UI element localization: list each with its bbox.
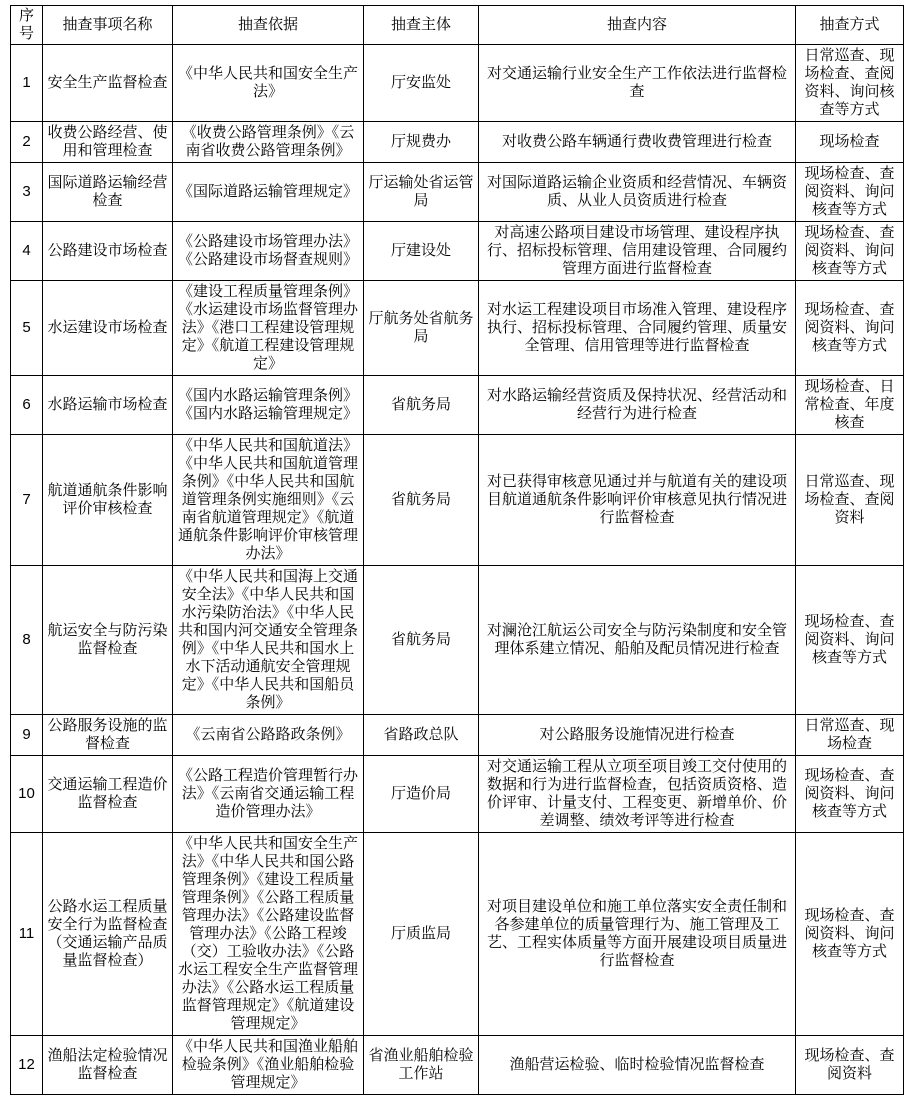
cell-name: 航道通航条件影响评价审核检查 <box>43 435 173 566</box>
cell-basis: 《中华人民共和国海上交通安全法》《中华人民共和国水污染防治法》《中华人民共和国内河交通安全管理条例》《中华人民共和国水上水下活动通航安全管理规定》《中华人民共和国船员条例》 <box>173 566 364 715</box>
table-row <box>11 122 904 163</box>
cell-subject: 厅建设处 <box>364 222 479 281</box>
cell-seq: 3 <box>11 163 43 222</box>
cell-content: 对澜沧江航运公司安全与防污染制度和安全管理体系建立情况、船舶及配员情况进行检查 <box>479 566 796 715</box>
cell-method: 日常巡查、现场检查 <box>796 715 904 756</box>
cell-subject: 省渔业船舶检验工作站 <box>364 1036 479 1095</box>
table-row <box>11 376 904 435</box>
cell-basis: 《公路工程造价管理暂行办法》《云南省交通运输工程造价管理办法》 <box>173 756 364 833</box>
cell-method: 现场检查、查阅资料、询问核查等方式 <box>796 222 904 281</box>
cell-subject: 省航务局 <box>364 566 479 715</box>
cell-name: 渔船法定检验情况监督检查 <box>43 1036 173 1095</box>
cell-basis: 《建设工程质量管理条例》《水运建设市场监督管理办法》《港口工程建设管理规定》《航道工程建设管理规定》 <box>173 281 364 376</box>
table-row <box>11 756 904 833</box>
cell-seq: 5 <box>11 281 43 376</box>
cell-basis: 《云南省公路路政条例》 <box>173 715 364 756</box>
column-header-basis: 抽查依据 <box>173 6 364 45</box>
table-row <box>11 1036 904 1095</box>
cell-basis: 《中华人民共和国安全生产法》 <box>173 45 364 122</box>
cell-subject: 省航务局 <box>364 435 479 566</box>
cell-seq: 6 <box>11 376 43 435</box>
cell-seq: 12 <box>11 1036 43 1095</box>
cell-name: 收费公路经营、使用和管理检查 <box>43 122 173 163</box>
cell-basis: 《国内水路运输管理条例》《国内水路运输管理规定》 <box>173 376 364 435</box>
cell-subject: 厅运输处省运管局 <box>364 163 479 222</box>
cell-name: 公路水运工程质量安全行为监督检查（交通运输产品质量监督检查） <box>43 833 173 1036</box>
cell-basis: 《收费公路管理条例》《云南省收费公路管理条例》 <box>173 122 364 163</box>
cell-seq: 8 <box>11 566 43 715</box>
table-body <box>11 45 904 1095</box>
column-header-content: 抽查内容 <box>479 6 796 45</box>
cell-content: 对高速公路项目建设市场管理、建设程序执行、招标投标管理、信用建设管理、合同履约管理方面进行监督检查 <box>479 222 796 281</box>
cell-content: 对交通运输行业安全生产工作依法进行监督检查 <box>479 45 796 122</box>
cell-basis: 《中华人民共和国航道法》《中华人民共和国航道管理条例》《中华人民共和国航道管理条例实施细则》《云南省航道管理规定》《航道通航条件影响评价审核管理办法》 <box>173 435 364 566</box>
cell-basis: 《国际道路运输管理规定》 <box>173 163 364 222</box>
cell-basis: 《中华人民共和国渔业船舶检验条例》《渔业船舶检验管理规定》 <box>173 1036 364 1095</box>
cell-basis: 《中华人民共和国安全生产法》《中华人民共和国公路管理条例》《建设工程质量管理条例》《公路工程质量管理办法》《公路建设监督管理办法》《公路工程竣（交）工验收办法》《公路水运工程安全生产监督管理办法》《公路水运工程质量监督管理规定》《航道建设管理规定》 <box>173 833 364 1036</box>
table-row <box>11 435 904 566</box>
cell-content: 对水运工程建设项目市场准入管理、建设程序执行、招标投标管理、合同履约管理、质量安全管理、信用管理等进行监督检查 <box>479 281 796 376</box>
column-header-subject: 抽查主体 <box>364 6 479 45</box>
cell-seq: 9 <box>11 715 43 756</box>
table-row <box>11 222 904 281</box>
cell-name: 公路建设市场检查 <box>43 222 173 281</box>
cell-name: 安全生产监督检查 <box>43 45 173 122</box>
cell-content: 对交通运输工程从立项至项目竣工交付使用的数据和行为进行监督检查，包括资质资格、造价评审、计量支付、工程变更、新增单价、价差调整、绩效考评等进行检查 <box>479 756 796 833</box>
cell-content: 对项目建设单位和施工单位落实安全责任制和各参建单位的质量管理行为、施工管理及工艺、工程实体质量等方面开展建设项目质量进行监督检查 <box>479 833 796 1036</box>
column-header-method: 抽查方式 <box>796 6 904 45</box>
cell-name: 水运建设市场检查 <box>43 281 173 376</box>
cell-content: 对水路运输经营资质及保持状况、经营活动和经营行为进行检查 <box>479 376 796 435</box>
cell-method: 日常巡查、现场检查、查阅资料 <box>796 435 904 566</box>
column-header-seq: 序号 <box>11 6 43 45</box>
cell-subject: 省航务局 <box>364 376 479 435</box>
cell-name: 航运安全与防污染监督检查 <box>43 566 173 715</box>
inspection-items-table <box>10 5 904 1095</box>
column-header-name: 抽查事项名称 <box>43 6 173 45</box>
header-row <box>11 6 904 45</box>
cell-content: 对收费公路车辆通行费收费管理进行检查 <box>479 122 796 163</box>
cell-method: 现场检查、查阅资料、询问核查等方式 <box>796 163 904 222</box>
cell-seq: 7 <box>11 435 43 566</box>
cell-content: 对已获得审核意见通过并与航道有关的建设项目航道通航条件影响评价审核意见执行情况进行监督检查 <box>479 435 796 566</box>
cell-seq: 2 <box>11 122 43 163</box>
cell-seq: 4 <box>11 222 43 281</box>
cell-subject: 省路政总队 <box>364 715 479 756</box>
cell-method: 现场检查、查阅资料、询问核查等方式 <box>796 756 904 833</box>
cell-content: 渔船营运检验、临时检验情况监督检查 <box>479 1036 796 1095</box>
cell-seq: 1 <box>11 45 43 122</box>
table-row <box>11 833 904 1036</box>
table-row <box>11 281 904 376</box>
cell-name: 水路运输市场检查 <box>43 376 173 435</box>
cell-name: 交通运输工程造价监督检查 <box>43 756 173 833</box>
cell-subject: 厅规费办 <box>364 122 479 163</box>
cell-basis: 《公路建设市场管理办法》《公路建设市场督查规则》 <box>173 222 364 281</box>
cell-seq: 10 <box>11 756 43 833</box>
table-row <box>11 715 904 756</box>
cell-subject: 厅航务处省航务局 <box>364 281 479 376</box>
cell-content: 对国际道路运输企业资质和经营情况、车辆资质、从业人员资质进行检查 <box>479 163 796 222</box>
cell-name: 国际道路运输经营检查 <box>43 163 173 222</box>
table-row <box>11 163 904 222</box>
cell-method: 现场检查、查阅资料、询问核查等方式 <box>796 566 904 715</box>
cell-seq: 11 <box>11 833 43 1036</box>
cell-subject: 厅安监处 <box>364 45 479 122</box>
cell-method: 现场检查 <box>796 122 904 163</box>
cell-name: 公路服务设施的监督检查 <box>43 715 173 756</box>
cell-subject: 厅造价局 <box>364 756 479 833</box>
cell-content: 对公路服务设施情况进行检查 <box>479 715 796 756</box>
cell-subject: 厅质监局 <box>364 833 479 1036</box>
table-row <box>11 566 904 715</box>
cell-method: 现场检查、查阅资料、询问核查等方式 <box>796 833 904 1036</box>
cell-method: 日常巡查、现场检查、查阅资料、询问核查等方式 <box>796 45 904 122</box>
cell-method: 现场检查、查阅资料 <box>796 1036 904 1095</box>
table-row <box>11 45 904 122</box>
cell-method: 现场检查、查阅资料、询问核查等方式 <box>796 281 904 376</box>
cell-method: 现场检查、日常检查、年度核查 <box>796 376 904 435</box>
